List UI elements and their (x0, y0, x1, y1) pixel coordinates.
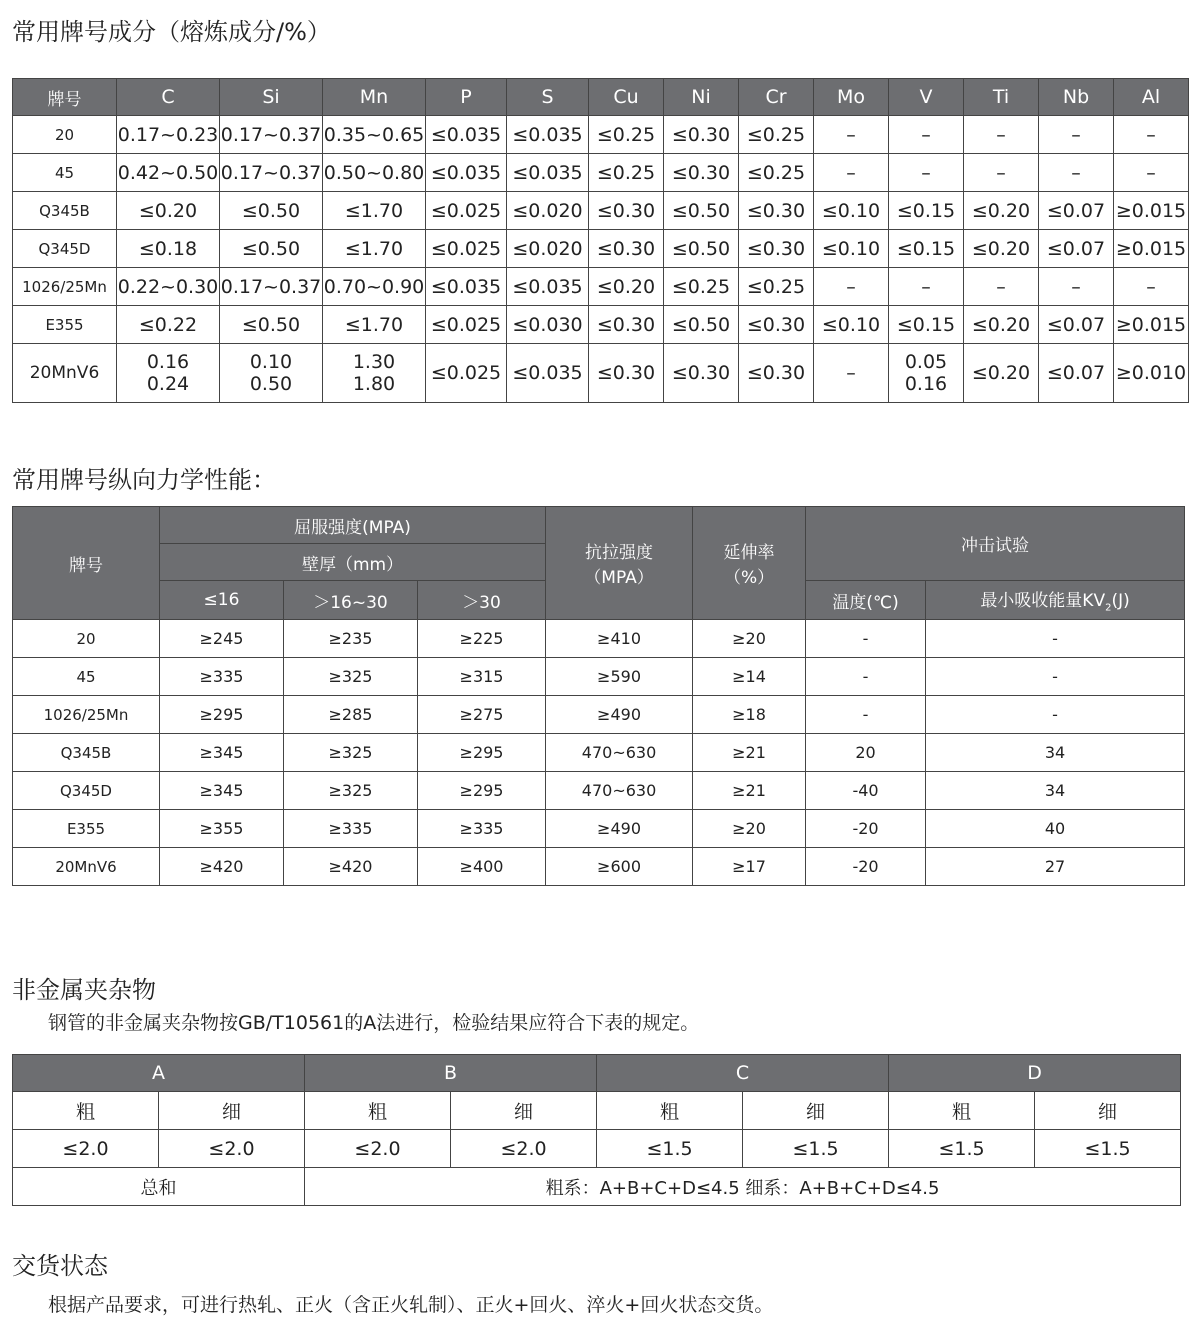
section-title-delivery: 交货状态 (12, 1252, 108, 1280)
grade-cell: 1026/25Mn (13, 696, 160, 734)
data-cell: ≤0.07 (1039, 306, 1114, 344)
sum-label: 总和 (13, 1168, 305, 1206)
data-cell: ≤0.30 (664, 154, 739, 192)
value-cell: ≤1.5 (1035, 1130, 1181, 1168)
table-row (13, 734, 1185, 772)
header-tensile (546, 507, 693, 620)
data-cell: ≤0.025 (426, 192, 507, 230)
data-cell: ≤0.07 (1039, 230, 1114, 268)
data-cell: ≤0.25 (589, 116, 664, 154)
data-cell: ≥345 (160, 734, 284, 772)
data-cell: ≤0.30 (589, 192, 664, 230)
data-cell: - (806, 696, 926, 734)
data-cell: ≤0.20 (964, 344, 1039, 403)
data-cell: ≥315 (418, 658, 546, 696)
header-cell: P (426, 79, 507, 116)
grade-cell: 45 (13, 154, 117, 192)
group-d: D (889, 1055, 1181, 1092)
data-cell: - (926, 658, 1185, 696)
header-cell: 牌号 (13, 79, 117, 116)
data-cell: ≤0.15 (889, 192, 964, 230)
range-min: 0.10 (249, 351, 293, 373)
data-cell: ≤0.020 (507, 192, 589, 230)
data-cell: ≥275 (418, 696, 546, 734)
header-cell: Mo (814, 79, 889, 116)
data-cell: ≥295 (418, 772, 546, 810)
group-b: B (305, 1055, 597, 1092)
header-elongation (693, 507, 806, 620)
header-cell: Mn (323, 79, 426, 116)
data-cell: - (926, 696, 1185, 734)
header-cell: Ni (664, 79, 739, 116)
value-cell: ≤1.5 (889, 1130, 1035, 1168)
data-cell: ≤0.50 (664, 230, 739, 268)
data-cell: ≤1.70 (323, 230, 426, 268)
data-cell: ≤0.030 (507, 306, 589, 344)
data-cell: – (889, 154, 964, 192)
group-c: C (597, 1055, 889, 1092)
data-cell: ≤0.50 (220, 192, 323, 230)
data-cell: ≤0.035 (507, 268, 589, 306)
section-title-composition: 常用牌号成分（熔炼成分/%） (12, 18, 331, 46)
data-cell: 470~630 (546, 734, 693, 772)
data-cell: ≤0.025 (426, 230, 507, 268)
data-cell: ≥410 (546, 620, 693, 658)
data-cell: ≥18 (693, 696, 806, 734)
data-cell: 0.70~0.90 (323, 268, 426, 306)
grade-cell: Q345B (13, 734, 160, 772)
inclusions-value-row (13, 1130, 1181, 1168)
header-energy-label: 最小吸收能量KV (980, 591, 1106, 612)
range-max: 1.80 (352, 373, 396, 395)
data-cell: ≤0.20 (964, 192, 1039, 230)
table-row (13, 696, 1185, 734)
data-cell: 0.17~0.23 (117, 116, 220, 154)
table-row (13, 116, 1189, 154)
data-cell: ≤0.30 (739, 230, 814, 268)
data-cell: - (926, 620, 1185, 658)
inclusions-note: 钢管的非金属夹杂物按GB/T10561的A法进行，检验结果应符合下表的规定。 (48, 1012, 700, 1034)
header-tensile-label: 抗拉强度 (585, 543, 654, 563)
data-cell: ≤0.30 (739, 192, 814, 230)
data-cell: ≥335 (418, 810, 546, 848)
data-cell: ≤0.50 (220, 306, 323, 344)
data-cell: ≥420 (284, 848, 418, 886)
table-row (13, 306, 1189, 344)
table-row (13, 268, 1189, 306)
data-cell: -20 (806, 810, 926, 848)
data-cell: ≤0.25 (739, 116, 814, 154)
value-cell: ≤2.0 (13, 1130, 159, 1168)
data-cell: ≤0.020 (507, 230, 589, 268)
data-cell: 34 (926, 734, 1185, 772)
data-cell: ≤0.50 (664, 306, 739, 344)
data-cell: ≤0.025 (426, 306, 507, 344)
data-cell: ≤0.15 (889, 230, 964, 268)
data-cell: ≤0.035 (426, 116, 507, 154)
data-cell: ≥245 (160, 620, 284, 658)
data-cell: ≥295 (160, 696, 284, 734)
data-cell: 34 (926, 772, 1185, 810)
data-cell: -20 (806, 848, 926, 886)
grade-cell: 20 (13, 620, 160, 658)
inclusions-sub-row (13, 1092, 1181, 1130)
data-cell: ≥0.015 (1114, 230, 1189, 268)
data-cell: ≤0.18 (117, 230, 220, 268)
data-cell: ≥490 (546, 810, 693, 848)
header-yield: 屈服强度(MPA) (160, 507, 546, 544)
data-cell: 0.50~0.80 (323, 154, 426, 192)
data-cell: – (1114, 116, 1189, 154)
data-cell: ≥355 (160, 810, 284, 848)
data-cell: – (889, 116, 964, 154)
data-cell: ≥0.010 (1114, 344, 1189, 403)
delivery-note: 根据产品要求，可进行热轧、正火（含正火轧制）、正火+回火、淬火+回火状态交货。 (48, 1294, 774, 1316)
data-cell: – (814, 116, 889, 154)
table-row (13, 154, 1189, 192)
data-cell: 0.42~0.50 (117, 154, 220, 192)
data-cell: – (814, 154, 889, 192)
header-cell: Cu (589, 79, 664, 116)
data-cell: ≤0.50 (220, 230, 323, 268)
data-cell (889, 344, 964, 403)
header-cell: Si (220, 79, 323, 116)
data-cell: – (964, 154, 1039, 192)
data-cell: ≥20 (693, 810, 806, 848)
data-cell: 40 (926, 810, 1185, 848)
data-cell: 20 (806, 734, 926, 772)
section-title-mechanical: 常用牌号纵向力学性能： (12, 466, 276, 494)
header-tensile-unit: （MPA） (584, 568, 654, 588)
data-cell: ≥335 (160, 658, 284, 696)
group-a: A (13, 1055, 305, 1092)
data-cell: 0.22~0.30 (117, 268, 220, 306)
data-cell: – (1114, 154, 1189, 192)
data-cell: ≥295 (418, 734, 546, 772)
data-cell: ≤0.035 (507, 116, 589, 154)
inclusions-group-row (13, 1055, 1181, 1092)
data-cell: ≥0.015 (1114, 192, 1189, 230)
inclusions-table (12, 1054, 1181, 1206)
grade-cell: 1026/25Mn (13, 268, 117, 306)
header-elongation-label: 延伸率 (723, 543, 775, 563)
range-min: 1.30 (352, 351, 396, 373)
header-energy-subscript: 2 (1105, 602, 1112, 614)
data-cell: ≥600 (546, 848, 693, 886)
sub-cell: 细 (743, 1092, 889, 1130)
data-cell: – (1039, 116, 1114, 154)
data-cell: ≤0.10 (814, 306, 889, 344)
data-cell: ≤0.30 (739, 306, 814, 344)
range-min: 0.16 (146, 351, 190, 373)
composition-header-row (13, 79, 1189, 116)
data-cell: 0.17~0.37 (220, 268, 323, 306)
table-row (13, 772, 1185, 810)
mech-header-row-1 (13, 507, 1185, 544)
header-temperature: 温度(℃) (806, 581, 926, 620)
data-cell: ≤0.025 (426, 344, 507, 403)
mechanical-table (12, 506, 1185, 886)
table-row (13, 620, 1185, 658)
data-cell: 470~630 (546, 772, 693, 810)
data-cell: ≤0.30 (664, 116, 739, 154)
table-row (13, 658, 1185, 696)
sub-cell: 粗 (305, 1092, 451, 1130)
data-cell (220, 344, 323, 403)
header-energy (926, 581, 1185, 620)
value-cell: ≤2.0 (451, 1130, 597, 1168)
grade-cell: 20 (13, 116, 117, 154)
data-cell: 27 (926, 848, 1185, 886)
header-t2: ＞16~30 (284, 581, 418, 620)
header-cell: Al (1114, 79, 1189, 116)
grade-cell: Q345D (13, 230, 117, 268)
data-cell: ≤0.30 (589, 344, 664, 403)
data-cell: ≥490 (546, 696, 693, 734)
data-cell: ≤0.035 (426, 268, 507, 306)
data-cell: ≤0.25 (739, 154, 814, 192)
table-row (13, 344, 1189, 403)
data-cell: – (814, 268, 889, 306)
data-cell: ≥420 (160, 848, 284, 886)
data-cell: ≥400 (418, 848, 546, 886)
data-cell: ≤0.035 (426, 154, 507, 192)
data-cell: ≥325 (284, 772, 418, 810)
grade-cell: Q345D (13, 772, 160, 810)
data-cell: ≤0.20 (964, 230, 1039, 268)
sub-cell: 粗 (889, 1092, 1035, 1130)
data-cell: ≤0.30 (589, 230, 664, 268)
value-cell: ≤2.0 (305, 1130, 451, 1168)
sub-cell: 细 (159, 1092, 305, 1130)
data-cell: ≤0.22 (117, 306, 220, 344)
data-cell: ≤0.10 (814, 230, 889, 268)
data-cell: ≥335 (284, 810, 418, 848)
data-cell: – (1114, 268, 1189, 306)
grade-cell: E355 (13, 810, 160, 848)
data-cell: ≤0.15 (889, 306, 964, 344)
data-cell: ≥0.015 (1114, 306, 1189, 344)
header-cell: S (507, 79, 589, 116)
data-cell: ≤0.20 (117, 192, 220, 230)
data-cell (117, 344, 220, 403)
data-cell: ≤1.70 (323, 306, 426, 344)
grade-cell: 45 (13, 658, 160, 696)
data-cell: – (814, 344, 889, 403)
data-cell: ≥14 (693, 658, 806, 696)
data-cell: ≤0.20 (589, 268, 664, 306)
data-cell: – (1039, 154, 1114, 192)
data-cell: ≤0.30 (589, 306, 664, 344)
data-cell: ≤0.07 (1039, 344, 1114, 403)
data-cell: ≤0.10 (814, 192, 889, 230)
header-cell: V (889, 79, 964, 116)
inclusions-sum-row (13, 1168, 1181, 1206)
data-cell: ≥345 (160, 772, 284, 810)
table-row (13, 230, 1189, 268)
sub-cell: 粗 (597, 1092, 743, 1130)
data-cell: ≤0.035 (507, 344, 589, 403)
grade-cell: Q345B (13, 192, 117, 230)
value-cell: ≤1.5 (597, 1130, 743, 1168)
range-max: 0.24 (146, 373, 190, 395)
data-cell: ≤0.25 (664, 268, 739, 306)
table-row (13, 810, 1185, 848)
data-cell: ≥21 (693, 734, 806, 772)
data-cell: -40 (806, 772, 926, 810)
data-cell: ≤0.20 (964, 306, 1039, 344)
header-cell: C (117, 79, 220, 116)
data-cell (323, 344, 426, 403)
grade-cell: E355 (13, 306, 117, 344)
data-cell: – (889, 268, 964, 306)
section-title-inclusions: 非金属夹杂物 (12, 976, 156, 1004)
data-cell: ≥21 (693, 772, 806, 810)
data-cell: ≤0.07 (1039, 192, 1114, 230)
header-t3: ＞30 (418, 581, 546, 620)
sub-cell: 细 (451, 1092, 597, 1130)
data-cell: ≤1.70 (323, 192, 426, 230)
data-cell: ≤0.035 (507, 154, 589, 192)
data-cell: - (806, 658, 926, 696)
data-cell: ≤0.30 (739, 344, 814, 403)
data-cell: ≥17 (693, 848, 806, 886)
data-cell: 0.35~0.65 (323, 116, 426, 154)
value-cell: ≤2.0 (159, 1130, 305, 1168)
header-grade: 牌号 (13, 507, 160, 620)
data-cell: 0.17~0.37 (220, 154, 323, 192)
table-row (13, 848, 1185, 886)
data-cell: ≥225 (418, 620, 546, 658)
data-cell: ≥20 (693, 620, 806, 658)
data-cell: ≤0.25 (589, 154, 664, 192)
table-row (13, 192, 1189, 230)
data-cell: ≤0.30 (664, 344, 739, 403)
data-cell: ≥590 (546, 658, 693, 696)
range-max: 0.50 (249, 373, 293, 395)
header-cell: Cr (739, 79, 814, 116)
header-impact: 冲击试验 (806, 507, 1185, 581)
data-cell: ≥285 (284, 696, 418, 734)
header-elongation-unit: （%） (723, 568, 775, 588)
data-cell: ≤0.50 (664, 192, 739, 230)
header-cell: Nb (1039, 79, 1114, 116)
data-cell: – (964, 116, 1039, 154)
value-cell: ≤1.5 (743, 1130, 889, 1168)
range-max: 0.16 (904, 373, 948, 395)
header-energy-unit: (J) (1111, 591, 1130, 612)
data-cell: ≥325 (284, 734, 418, 772)
grade-cell: 20MnV6 (13, 344, 117, 403)
sub-cell: 粗 (13, 1092, 159, 1130)
data-cell: – (1039, 268, 1114, 306)
header-t1: ≤16 (160, 581, 284, 620)
data-cell: ≤0.25 (739, 268, 814, 306)
header-cell: Ti (964, 79, 1039, 116)
sum-value: 粗系：A+B+C+D≤4.5 细系：A+B+C+D≤4.5 (305, 1168, 1181, 1206)
data-cell: ≥235 (284, 620, 418, 658)
range-min: 0.05 (904, 351, 948, 373)
composition-table (12, 78, 1189, 403)
header-thickness: 壁厚（mm） (160, 544, 546, 581)
data-cell: - (806, 620, 926, 658)
grade-cell: 20MnV6 (13, 848, 160, 886)
sub-cell: 细 (1035, 1092, 1181, 1130)
data-cell: ≥325 (284, 658, 418, 696)
data-cell: 0.17~0.37 (220, 116, 323, 154)
data-cell: – (964, 268, 1039, 306)
